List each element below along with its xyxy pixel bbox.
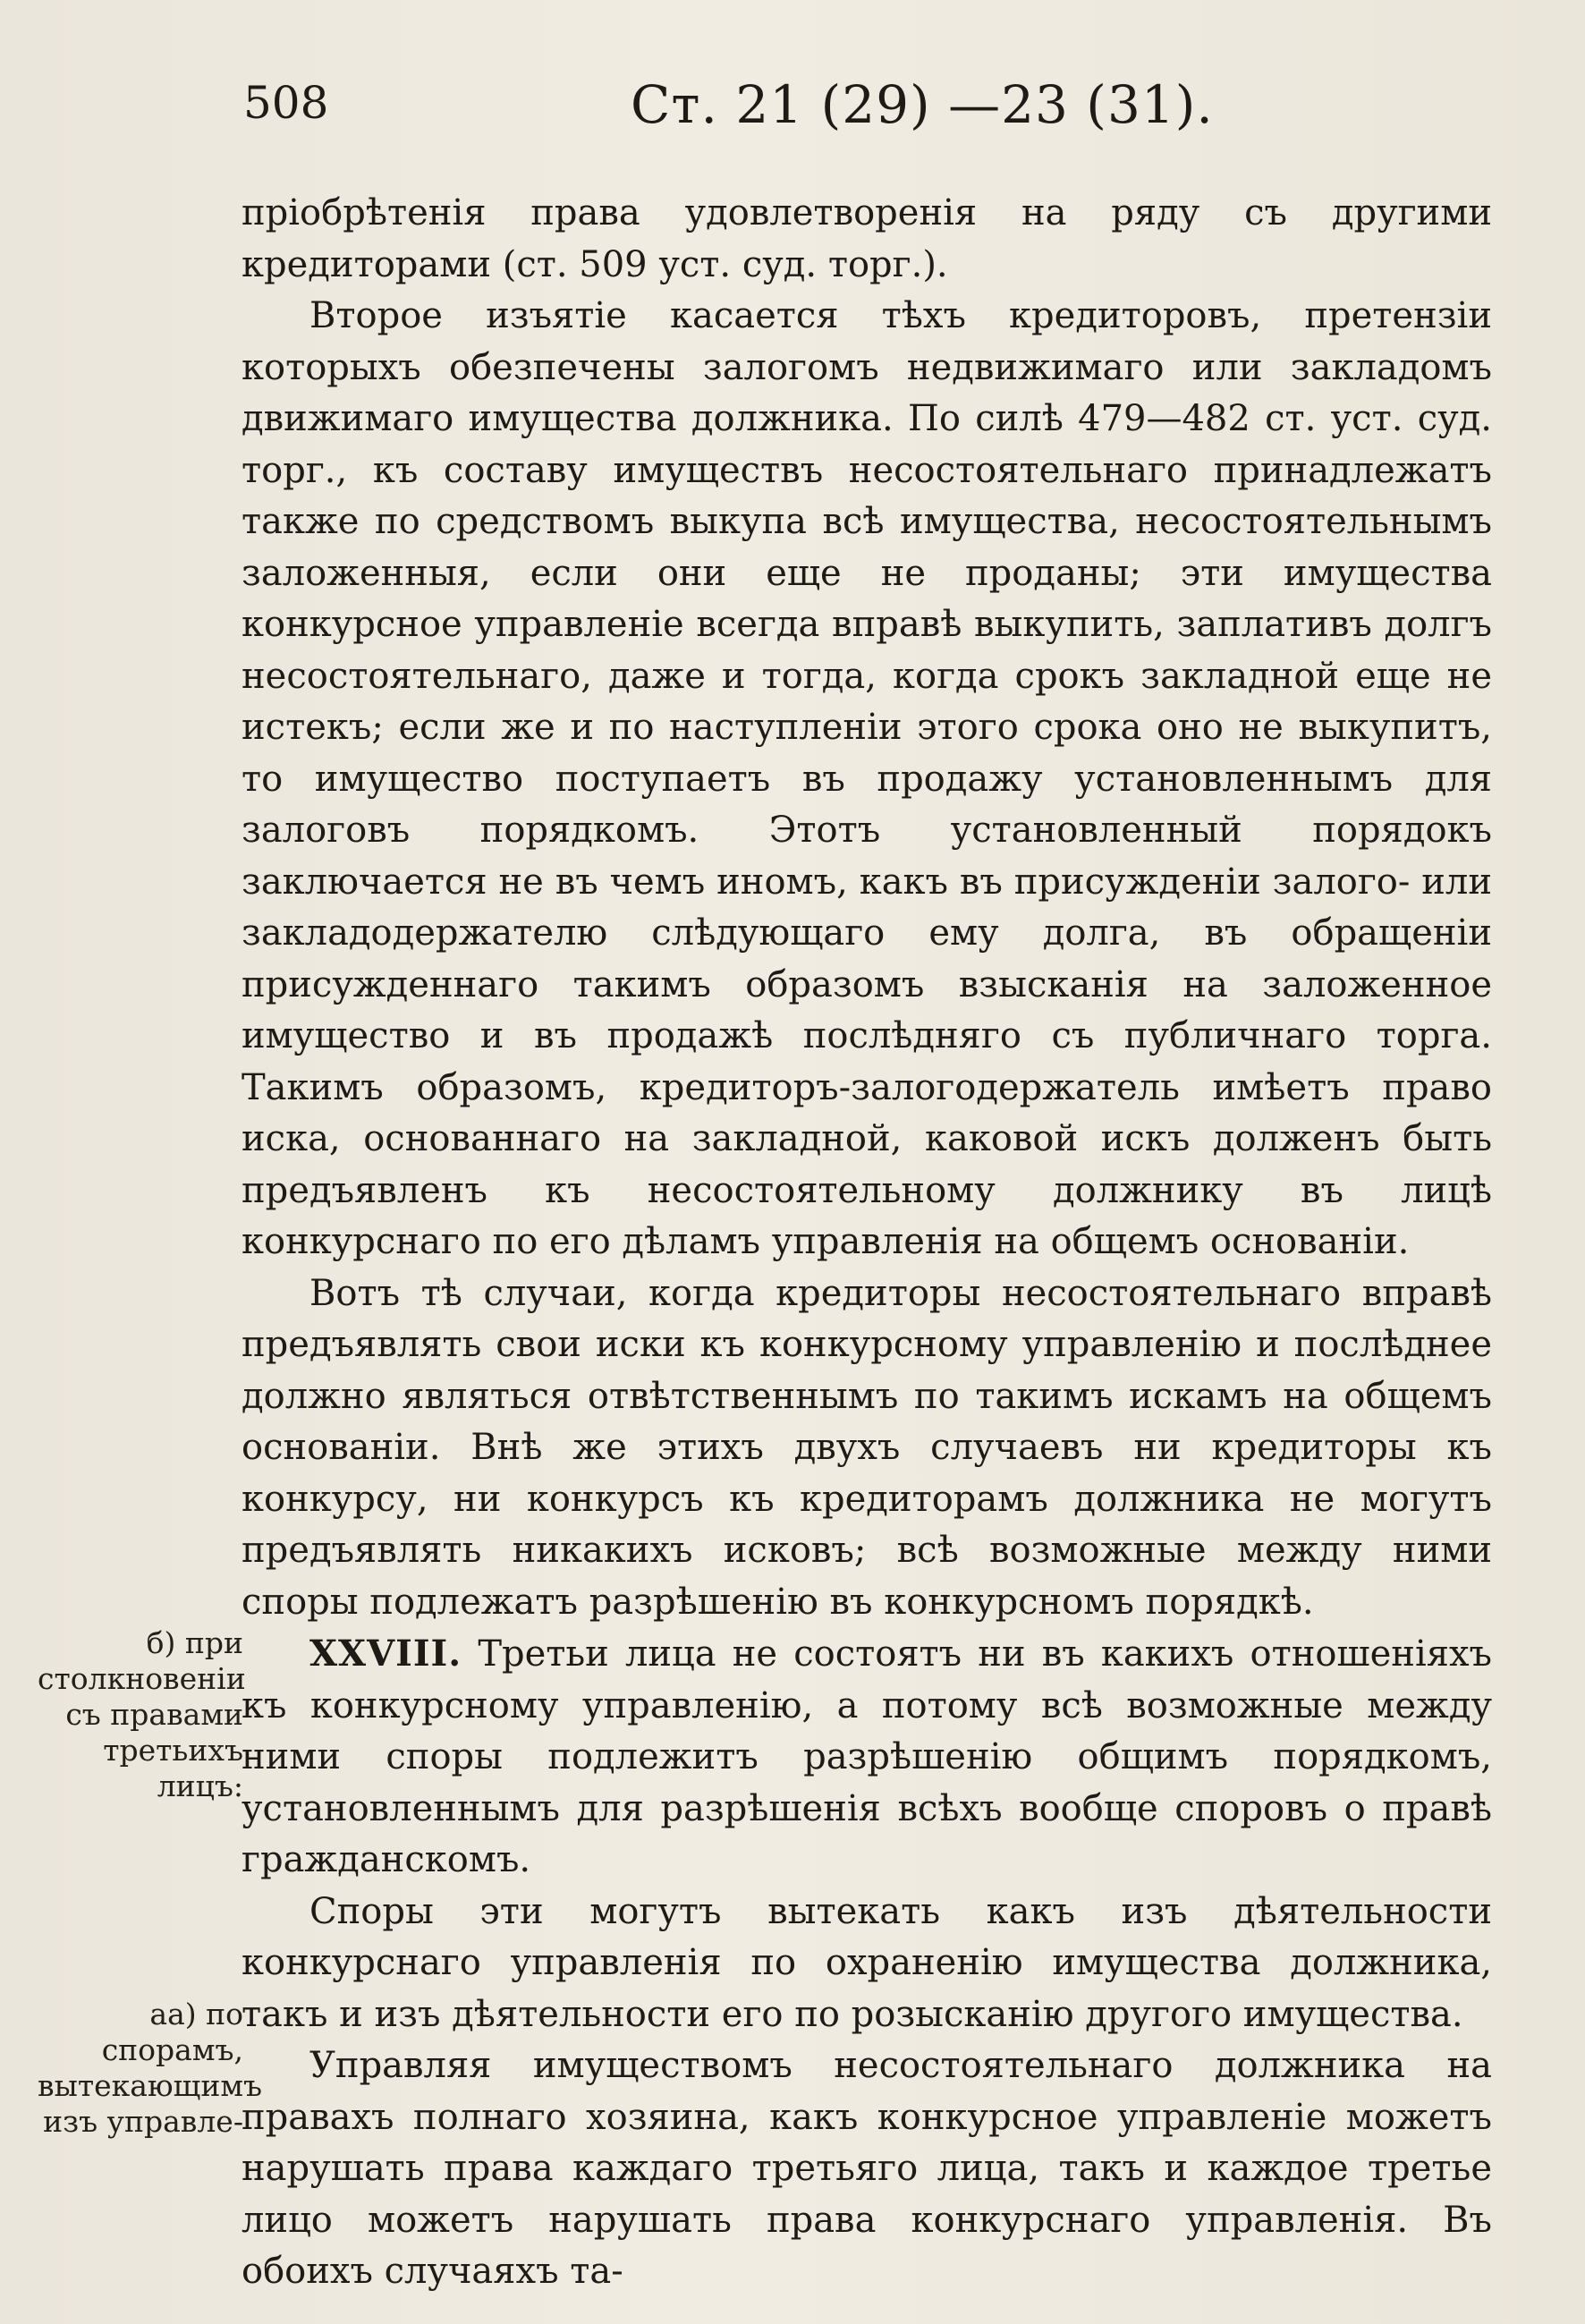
section-numeral: XXVIII. xyxy=(309,1633,462,1675)
main-text-block xyxy=(242,188,1492,2298)
running-title: Ст. 21 (29) —23 (31). xyxy=(631,74,1214,135)
section-paragraph xyxy=(242,1628,1492,1887)
page-number: 508 xyxy=(243,77,329,129)
paragraph-5: Управляя имуществомъ несостоятельнаго должника на правахъ полнаго хозяина, какъ конкурсное управленіе можетъ нарушать права каждаго третьяго лица, такъ и каждое третье лицо можетъ нарушать права конкурснаго управленія. Въ обоихъ случаяхъ та- xyxy=(242,2045,1492,2292)
section-text: Третьи лица не состоятъ ни въ какихъ отношеніяхъ къ конкурсному управленію, а потому всѣ возможные между ними споры подлежитъ разрѣшенію общимъ порядкомъ, установленнымъ для разрѣшенія всѣхъ вообще споровъ о правѣ гражданскомъ. xyxy=(242,1633,1492,1880)
paragraph-2: Второе изъятіе касается тѣхъ кредиторовъ, претензіи которыхъ обезпечены залогомъ недвижимаго или закладомъ движимаго имущества должника. По силѣ 479—482 ст. уст. суд. торг., къ составу имуществъ несостоятельнаго принадлежатъ также по средствомъ выкупа всѣ имущества, несостоятельнымъ заложенныя, если они еще не проданы; эти имущества конкурсное управленіе всегда вправѣ выкупить, заплативъ долгъ несостоятельнаго, даже и тогда, когда срокъ закладной еще не истекъ; если же и по наступленіи этого срока оно не выкупитъ, то имущество поступаетъ въ продажу установленнымъ для залоговъ порядкомъ. Этотъ установленный порядокъ заключается не въ чемъ иномъ, какъ въ присужденіи залого- или закладодержателю слѣдующаго ему долга, въ обращеніи присужденнаго такимъ образомъ взысканія на заложенное имущество и въ продажѣ послѣдняго съ публичнаго торга. Такимъ образомъ, кредиторъ-залогодержатель имѣетъ право иска, основаннаго на закладной, каковой искъ долженъ быть предъявленъ къ несостоятельному должнику въ лицѣ конкурснаго по его дѣламъ управленія на общемъ основаніи. xyxy=(242,295,1492,1262)
margin-note-disputes: аа) по спорамъ, вытекающимъ изъ управле- xyxy=(38,1997,262,2139)
paragraph-3: Вотъ тѣ случаи, когда кредиторы несостоятельнаго вправѣ предъявлять свои иски къ конкурсному управленію и послѣднее должно являться отвѣтственнымъ по такимъ искамъ на общемъ основаніи. Внѣ же этихъ двухъ случаевъ ни кредиторы къ конкурсу, ни конкурсъ къ кредиторамъ должника не могутъ предъявлять никакихъ исковъ; всѣ возможные между ними споры подлежатъ разрѣшенію въ конкурсномъ порядкѣ. xyxy=(242,1272,1492,1623)
paragraph-4: Споры эти могутъ вытекать какъ изъ дѣятельности конкурснаго управленія по охраненію имущества должника, такъ и изъ дѣятельности его по розысканію другого имущества. xyxy=(242,1890,1492,2035)
paragraph-1: пріобрѣтенія права удовлетворенія на ряду съ другими кредиторами (ст. 509 уст. суд. торг.). xyxy=(242,192,1492,285)
margin-note-collision: б) при столкновеніи съ правами третьихъ лицъ: xyxy=(38,1625,246,1803)
